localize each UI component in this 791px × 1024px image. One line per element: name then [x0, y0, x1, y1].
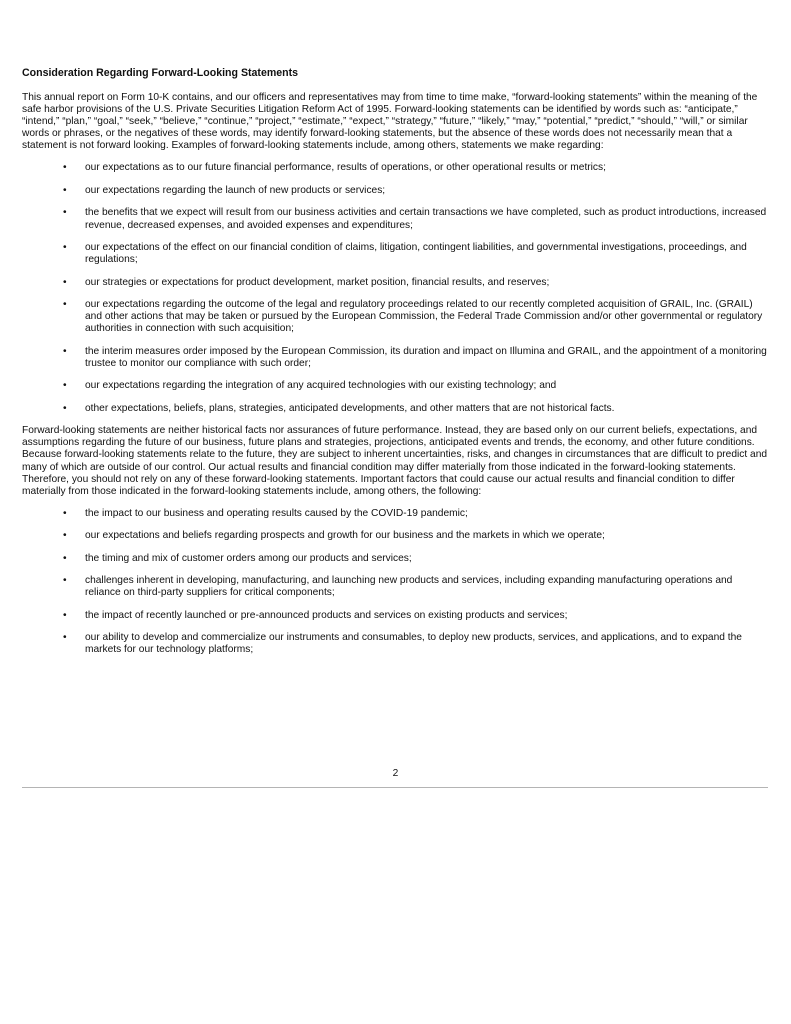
list-item-text: the interim measures order imposed by the European Commission, its duration and impact on Illumina and GRAIL, and the appointment of a monitoring trustee to monitor our compliance with such order;: [85, 345, 767, 369]
list-item-text: our expectations of the effect on our financial condition of claims, litigation, contingent liabilities, and governmental investigations, proceedings, and regulations;: [85, 242, 747, 266]
list-item: • our expectations regarding the integration of any acquired technologies with our existing technology; and: [63, 380, 557, 392]
list-item-text: the impact of recently launched or pre-announced products and services on existing products and services;: [85, 609, 568, 621]
list-item-text: the timing and mix of customer orders among our products and services;: [85, 552, 412, 564]
list-item: • our expectations and beliefs regarding prospects and growth for our business and the markets in which we operate;: [63, 530, 605, 542]
list-item: • the impact to our business and operating results caused by the COVID-19 pandemic;: [63, 507, 468, 519]
list-item: • our expectations of the effect on our financial condition of claims, litigation, contingent liabilities, and governmental investigations, proceedings, and regulations;: [63, 242, 747, 266]
list-item: • our expectations regarding the outcome of the legal and regulatory proceedings related to our recently completed acquisition of GRAIL, Inc. (GRAIL) and other actions that may be taken or pursued by the European Commission, the Federal Trade Commission and/or other governmental or regulatory authorities in connection with such acquisition;: [63, 299, 763, 335]
list-item-text: other expectations, beliefs, plans, strategies, anticipated developments, and other matters that are not historical facts.: [85, 402, 615, 414]
list-item: • our expectations regarding the launch of new products or services;: [63, 184, 386, 196]
factors-list: [22, 508, 768, 657]
list-item-text: our expectations regarding the launch of new products or services;: [85, 184, 386, 196]
list-item: • our ability to develop and commercialize our instruments and consumables, to deploy new products, services, and applications, and to expand the markets for our technology platforms;: [63, 632, 742, 656]
list-item-text: our strategies or expectations for product development, market position, financial results, and reserves;: [85, 276, 550, 288]
intro-paragraph: This annual report on Form 10-K contains, and our officers and representatives may from time to time make, “forward-looking statements” within the meaning of the safe harbor provisions of the U.S. Private Securities Litigation Reform Act of 1995. Forward-looking statements can be identified by words such as: “anticipate,” “intend,” “plan,” “goal,” “seek,” “believe,” “continue,” “project,” “estimate,” “expect,” “strategy,” “future,” “likely,” “may,” “potential,” “predict,” “should,” “will,” or similar words or phrases, or the negatives of these words, may identify forward-looking statements, but the absence of these words does not necessarily mean that a statement is not forward looking. Examples of forward-looking statements include, among others, statements we make regarding:: [22, 92, 758, 152]
list-item-text: our expectations and beliefs regarding prospects and growth for our business and the markets in which we operate;: [85, 530, 605, 542]
section-heading: Consideration Regarding Forward-Looking Statements: [22, 67, 299, 79]
examples-list: [22, 162, 768, 414]
list-item: • the impact of recently launched or pre-announced products and services on existing products and services;: [63, 609, 568, 621]
list-item-text: challenges inherent in developing, manufacturing, and launching new products and services, including expanding manufacturing operations and reliance on third-party suppliers for critical components;: [85, 575, 733, 599]
document-page: [22, 67, 768, 667]
list-item: • challenges inherent in developing, manufacturing, and launching new products and services, including expanding manufacturing operations and reliance on third-party suppliers for critical components;: [63, 575, 733, 599]
list-item-text: the benefits that we expect will result from our business activities and certain transactions we have completed, such as product introductions, increased revenue, decreased expenses, and avoided expenses and expenditures;: [85, 207, 767, 231]
list-item-text: our expectations regarding the integration of any acquired technologies with our existing technology; and: [85, 380, 557, 392]
list-item-text: our ability to develop and commercialize our instruments and consumables, to deploy new products, services, and applications, and to expand the markets for our technology platforms;: [85, 632, 742, 656]
factors-paragraph: Forward-looking statements are neither historical facts nor assurances of future performance. Instead, they are based only on our current beliefs, expectations, and assumptions regarding the future of our business, future plans and strategies, projections, anticipated events and trends, the economy, and other future conditions. Because forward-looking statements relate to the future, they are subject to inherent uncertainties, risks, and changes in circumstances that are difficult to predict and many of which are outside of our control. Our actual results and financial condition may differ materially from those indicated in the forward-looking statements. Therefore, you should not rely on any of these forward-looking statements. Important factors that could cause our actual results and financial condition to differ materially from those indicated in the forward-looking statements include, among others, the following:: [22, 425, 768, 497]
list-item-text: our expectations as to our future financial performance, results of operations, or other operational results or metrics;: [85, 162, 606, 174]
list-item: • our strategies or expectations for product development, market position, financial results, and reserves;: [63, 276, 550, 288]
list-item: • the timing and mix of customer orders among our products and services;: [63, 552, 412, 564]
list-item: • the interim measures order imposed by the European Commission, its duration and impact on Illumina and GRAIL, and the appointment of a monitoring trustee to monitor our compliance with such order;: [63, 345, 767, 369]
list-item: • the benefits that we expect will result from our business activities and certain transactions we have completed, such as product introductions, increased revenue, decreased expenses, and avoided expenses and expenditures;: [63, 207, 767, 231]
list-item: • our expectations as to our future financial performance, results of operations, or other operational results or metrics;: [63, 162, 606, 174]
list-item-text: our expectations regarding the outcome of the legal and regulatory proceedings related to our recently completed acquisition of GRAIL, Inc. (GRAIL) and other actions that may be taken or pursued by the European Commission, the Federal Trade Commission and/or other governmental or regulatory authorities in connection with such acquisition;: [85, 299, 763, 335]
page-divider: [22, 787, 768, 788]
list-item-text: the impact to our business and operating results caused by the COVID-19 pandemic;: [85, 507, 468, 519]
page-number: 2: [392, 768, 399, 779]
list-item: • other expectations, beliefs, plans, strategies, anticipated developments, and other matters that are not historical facts.: [63, 402, 615, 414]
